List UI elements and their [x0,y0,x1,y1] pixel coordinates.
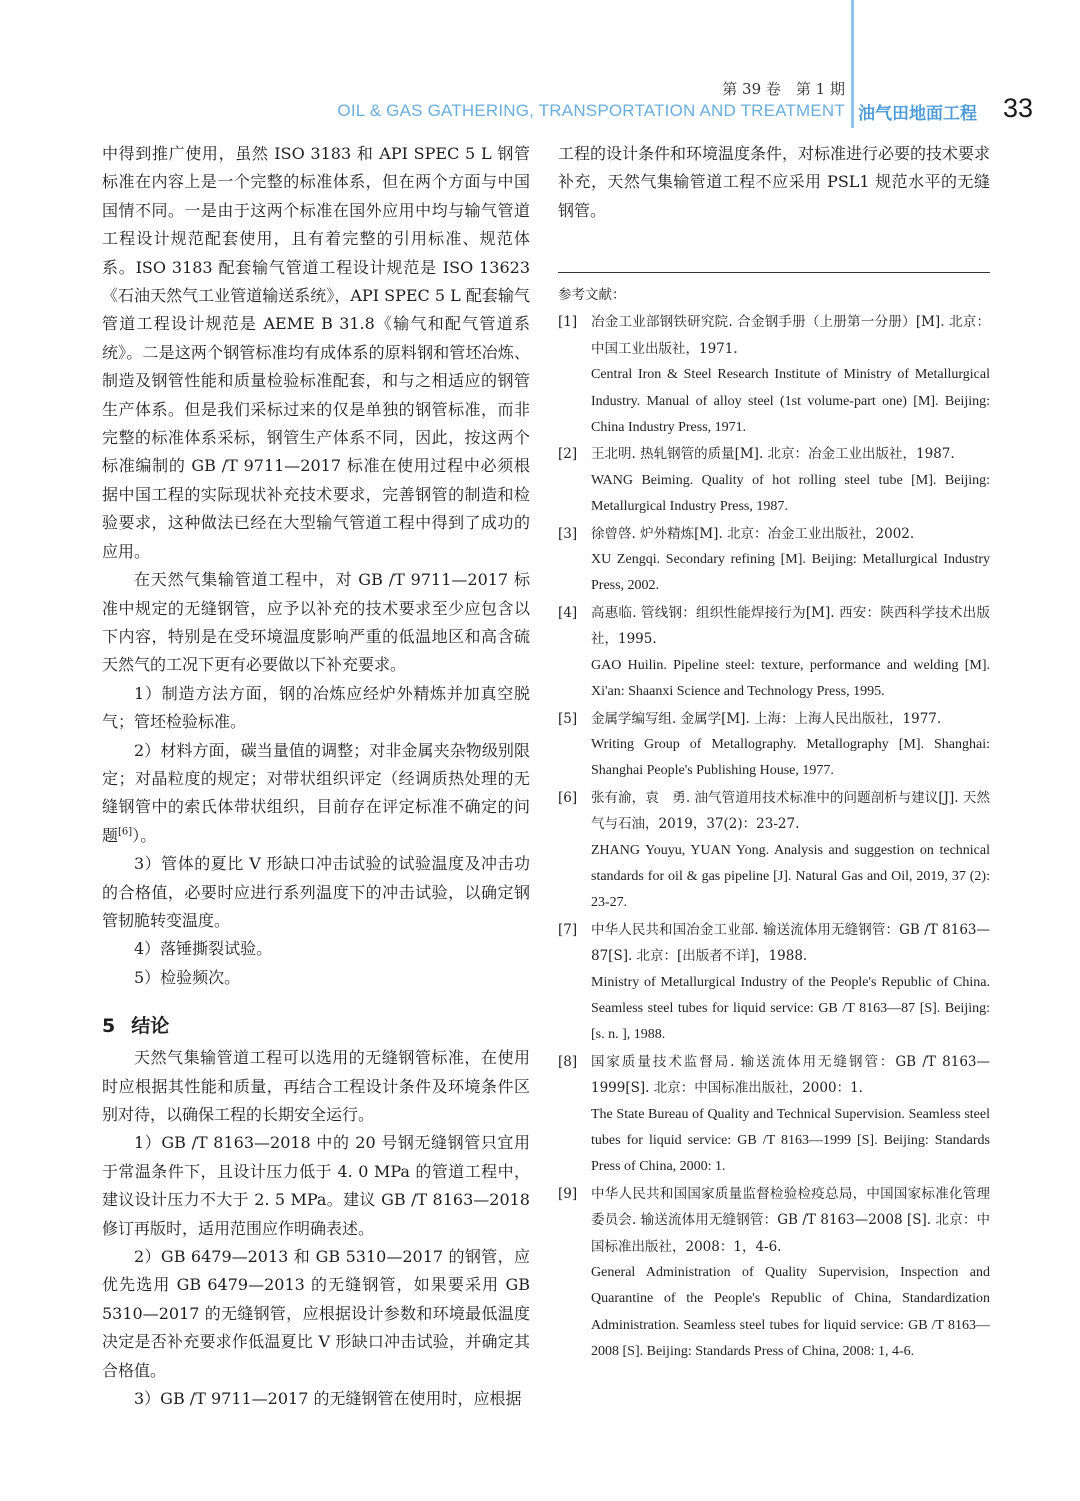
reference-number: [6] [558,789,578,806]
reference-cn: 徐曾啓. 炉外精炼[M]. 北京：冶金工业出版社，2002. [591,525,915,542]
list-item-text: 2）材料方面，碳当量值的调整；对非金属夹杂物级别限定；对晶粒度的规定；对带状组织评定（经调质热处理的无缝钢管中的索氏体带状组织，目前存在评定标准不确定的问题 [102,740,530,845]
list-item-text-end: ）。 [132,825,157,845]
section-heading [102,1012,530,1040]
reference-en: WANG Beiming. Quality of hot rolling steel tube [M]. Beijing: Metallurgical Industry Press, 1987. [591,472,990,515]
reference-item [558,1049,990,1181]
journal-title-en: OIL & GAS GATHERING, TRANSPORTATION AND TREATMENT [337,101,845,120]
reference-number: [7] [558,921,578,938]
reference-number: [8] [558,1053,578,1070]
reference-cn: 金属学编写组. 金属学[M]. 上海：上海人民出版社，1977. [591,710,942,727]
reference-cn: 高惠临. 管线钢：组织性能焊接行为[M]. 西安：陕西科学技术出版社，1995. [591,604,990,648]
reference-en: Writing Group of Metallography. Metallography [M]. Shanghai: Shanghai People's Publishing House, 1977. [591,736,990,779]
paragraph: 中得到推广使用，虽然 ISO 3183 和 API SPEC 5 L 钢管标准在内容上是一个完整的标准体系，但在两个方面与中国国情不同。一是由于这两个标准在国外应用中均与输气管道工程设计规范配套使用，且有着完整的引用标准、规范体系。ISO 3183 配套输气管道工程设计规范是 ISO 13623《石油天然气工业管道输送系统》，API SPEC 5 L 配套输气管道工程设计规范是 AEME B 31.8《输气和配气管道系统》。二是这两个钢管标准均有成体系的原料钢和管坯冶炼、制造及钢管性能和质量检验标准配套，和与之相适应的钢管生产体系。但是我们采标过来的仅是单独的钢管标准，而非完整的标准体系采标，钢管生产体系不同，因此，按这两个标准编制的 GB /T 9711—2017 标准在使用过程中必须根据中国工程的实际现状补充技术要求，完善钢管的制造和检验要求，这种做法已经在大型输气管道工程中得到了成功的应用。 [102,144,530,561]
reference-en: Ministry of Metallurgical Industry of the People's Republic of China. Seamless steel tubes for liquid service: GB /T 8163—87 [S]. Beijing: [s. n. ], 1988. [591,974,990,1043]
reference-item [558,785,990,917]
reference-cn: 国家质量技术监督局. 输送流体用无缝钢管：GB /T 8163—1999[S]. 北京：中国标准出版社，2000：1. [591,1053,990,1097]
reference-number: [9] [558,1185,578,1202]
reference-item [558,706,990,785]
list-item: 1）制造方法方面，钢的冶炼应经炉外精炼并加真空脱气；管坯检验标准。 [102,683,530,732]
reference-cn: 王北明. 热轧钢管的质量[M]. 北京：冶金工业出版社，1987. [591,446,955,463]
list-item [102,737,530,851]
reference-en: XU Zengqi. Secondary refining [M]. Beijing: Metallurgical Industry Press, 2002. [591,552,990,594]
reference-en: Central Iron & Steel Research Institute of Ministry of Metallurgical Industry. Manual of alloy steel (1st volume-part one) [M]. Beijing: China Industry Press, 1971. [591,367,990,436]
reference-en: GAO Huilin. Pipeline steel: texture, performance and welding [M]. Xi'an: Shaanxi Science and Technology Press, 1995. [591,657,990,700]
reference-number: [5] [558,710,578,727]
list-item: 3）GB /T 9711—2017 的无缝钢管在使用时，应根据 [134,1389,522,1409]
reference-cn: 中华人民共和国冶金工业部. 输送流体用无缝钢管：GB /T 8163—87[S]. 北京：[出版者不详]，1988. [591,921,990,965]
section-number: 5 [102,1015,116,1038]
citation-mark: [6] [118,826,133,838]
paragraph: 工程的设计条件和环境温度条件，对标准进行必要的技术要求补充，天然气集输管道工程不应采用 PSL1 规范水平的无缝钢管。 [558,144,991,220]
reference-number: [2] [558,446,578,463]
header-divider [851,0,854,128]
volume-issue: 第 39 卷 第 1 期 [722,80,845,98]
left-column [102,140,530,1413]
paragraph: 在天然气集输管道工程中，对 GB /T 9711—2017 标准中规定的无缝钢管，应予以补充的技术要求至少应包含以下内容，特别是在受环境温度影响严重的低温地区和高含硫天然气的工况下更有必要做以下补充要求。 [102,570,530,675]
references [558,282,990,1366]
reference-number: [1] [558,314,578,331]
page-number: 33 [1003,93,1034,123]
reference-en: The State Bureau of Quality and Technical Supervision. Seamless steel tubes for liquid service: GB /T 8163—1999 [S]. Beijing: Standards Press of China, 2000: 1. [591,1106,990,1175]
reference-item [558,441,990,520]
journal-title-cn: 油气田地面工程 [858,104,977,124]
list-item: 5）检验频次。 [134,967,241,987]
reference-cn: 中华人民共和国国家质量监督检验检疫总局，中国国家标准化管理委员会. 输送流体用无缝钢管：GB /T 8163—2008 [S]. 北京：中国标准出版社，2008：1，4-6. [591,1185,990,1255]
list-item: 3）管体的夏比 V 形缺口冲击试验的试验温度及冲击功的合格值，必要时应进行系列温度下的冲击试验，以确定钢管韧脆转变温度。 [102,854,530,930]
reference-en: ZHANG Youyu, YUAN Yong. Analysis and suggestion on technical standards for oil & gas pipeline [J]. Natural Gas and Oil, 2019, 37 (2): 23-27. [591,842,990,911]
reference-number: [4] [558,604,578,621]
reference-item [558,600,990,706]
reference-number: [3] [558,525,578,542]
reference-item [558,917,990,1049]
reference-cn: 冶金工业部钢铁研究院. 合金钢手册（上册第一分册）[M]. 北京：中国工业出版社，1971. [591,314,990,357]
reference-item [558,521,990,600]
section-title: 结论 [131,1015,170,1038]
reference-cn: 张有渝，袁 勇. 油气管道用技术标准中的问题剖析与建议[J]. 天然气与石油，2019，37(2)：23-27. [591,789,990,833]
reference-item [558,1181,990,1366]
reference-en: General Administration of Quality Supervision, Inspection and Quarantine of the People's Republic of China, Standardization Administration. Seamless steel tubes for liquid service: GB /T 8163—2008 [S]. Beijing: Standards Press of China, 2008: 1, 4-6. [591,1265,990,1360]
list-item: 4）落锤撕裂试验。 [134,939,273,959]
list-item: 2）GB 6479—2013 和 GB 5310—2017 的钢管，应优先选用 GB 6479—2013 的无缝钢管，如果要采用 GB 5310—2017 的无缝钢管，应根据设计参数和环境最低温度决定是否补充要求作低温夏比 V 形缺口冲击试验，并确定其合格值。 [102,1247,530,1380]
references-divider [558,272,990,273]
paragraph: 天然气集输管道工程可以选用的无缝钢管标准，在使用时应根据其性能和质量，再结合工程设计条件及环境条件区别对待，以确保工程的长期安全运行。 [102,1048,530,1124]
right-column [558,140,990,225]
reference-item [558,309,990,441]
references-title: 参考文献： [558,287,626,303]
list-item: 1）GB /T 8163—2018 中的 20 号钢无缝钢管只宜用于常温条件下，且设计压力低于 4. 0 MPa 的管道工程中，建议设计压力不大于 2. 5 MPa。建议 GB /T 8163—2018 修订再版时，适用范围应作明确表述。 [102,1133,530,1238]
